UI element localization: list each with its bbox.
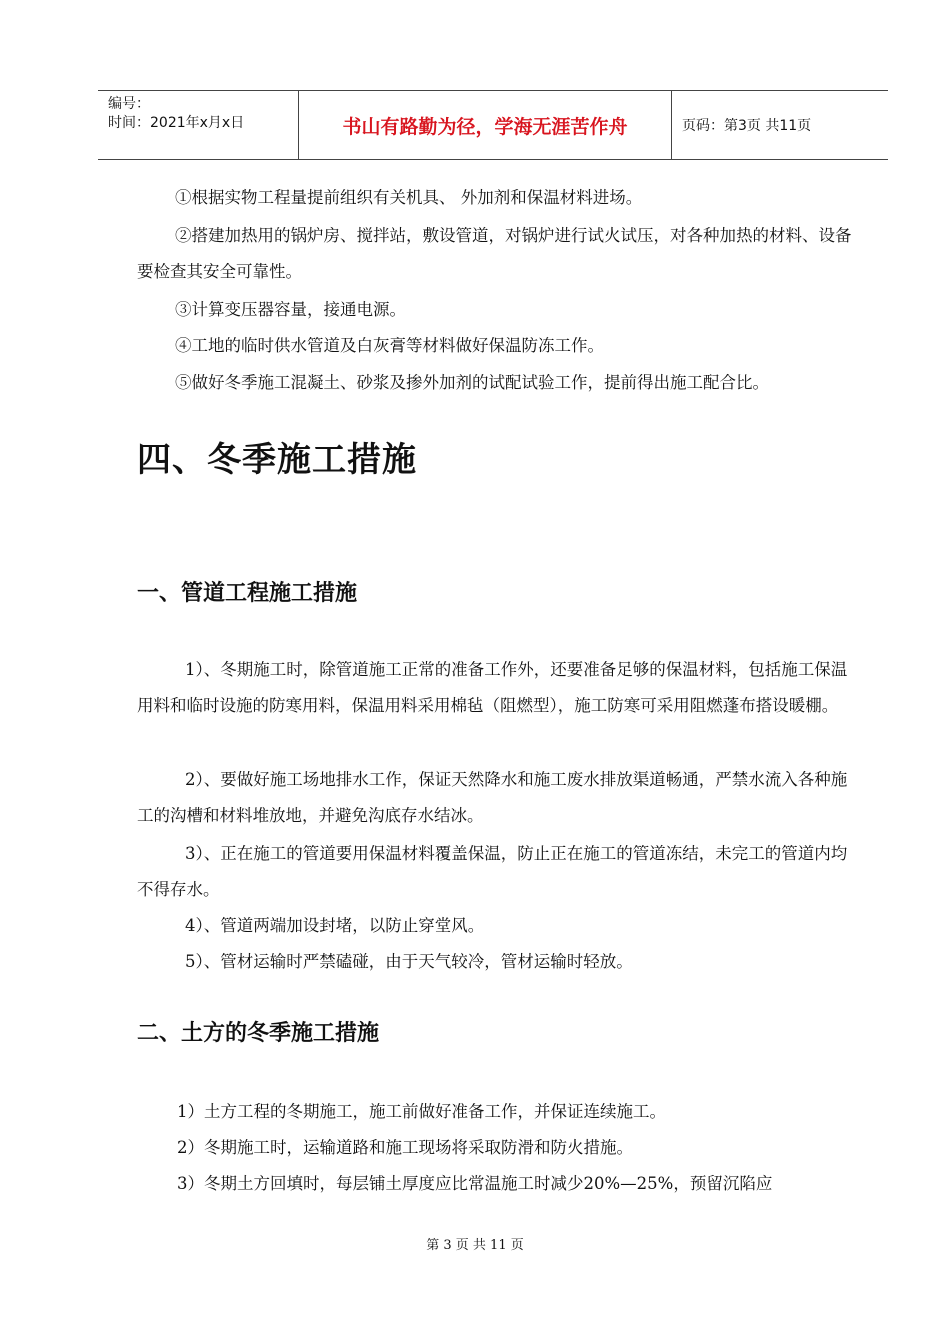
- pipeline-item-3: 3）、正在施工的管道要用保温材料覆盖保温，防止正在施工的管道冻结，未完工的管道内均不得存水。: [137, 844, 848, 899]
- header-info-cell: [98, 91, 299, 159]
- header-motto: 书山有路勤为径，学海无涯苦作舟: [299, 91, 672, 159]
- section-title: 四、冬季施工措施: [137, 440, 417, 480]
- prep-item-4: ④工地的临时供水管道及白灰膏等材料做好保温防冻工作。: [175, 336, 604, 355]
- pipeline-item-1: 1）、冬期施工时，除管道施工正常的准备工作外，还要准备足够的保温材料，包括施工保温用料和临时设施的防寒用料，保温用料采用棉毡（阻燃型），施工防寒可采用阻燃蓬布搭设暖棚。: [137, 660, 848, 715]
- prep-item-1: ①根据实物工程量提前组织有关机具、 外加剂和保温材料进场。: [175, 188, 643, 207]
- page-footer: 第 3 页 共 11 页: [426, 1238, 524, 1253]
- prep-item-3: ③计算变压器容量，接通电源。: [175, 300, 406, 319]
- prep-item-2: ②搭建加热用的锅炉房、搅拌站，敷设管道，对锅炉进行试火试压，对各种加热的材料、设备要检查其安全可靠性。: [137, 226, 852, 281]
- pipeline-item-4: 4）、管道两端加设封堵，以防止穿堂风。: [185, 916, 485, 935]
- pipeline-item-2: 2）、要做好施工场地排水工作，保证天然降水和施工废水排放渠道畅通，严禁水流入各种施工的沟槽和材料堆放地，并避免沟底存水结冰。: [137, 770, 848, 825]
- earthwork-item-1: 1）土方工程的冬期施工，施工前做好准备工作，并保证连续施工。: [177, 1102, 666, 1121]
- prep-item-5: ⑤做好冬季施工混凝土、砂浆及掺外加剂的试配试验工作，提前得出施工配合比。: [175, 373, 769, 392]
- earthwork-heading: 二、土方的冬季施工措施: [137, 1021, 380, 1046]
- header-page-info: 页码：第3页 共11页: [682, 118, 812, 134]
- document-time: 时间：2021年x月x日: [108, 115, 245, 131]
- pipeline-heading: 一、管道工程施工措施: [137, 581, 358, 606]
- earthwork-item-2: 2）冬期施工时，运输道路和施工现场将采取防滑和防火措施。: [177, 1138, 633, 1157]
- pipeline-item-5: 5）、管材运输时严禁磕碰，由于天气较冷，管材运输时轻放。: [185, 952, 633, 971]
- earthwork-item-3: 3）冬期土方回填时，每层铺土厚度应比常温施工时减少20%—25%，预留沉陷应: [177, 1174, 773, 1193]
- page-header: [98, 90, 888, 160]
- document-number: 编号：: [108, 96, 150, 112]
